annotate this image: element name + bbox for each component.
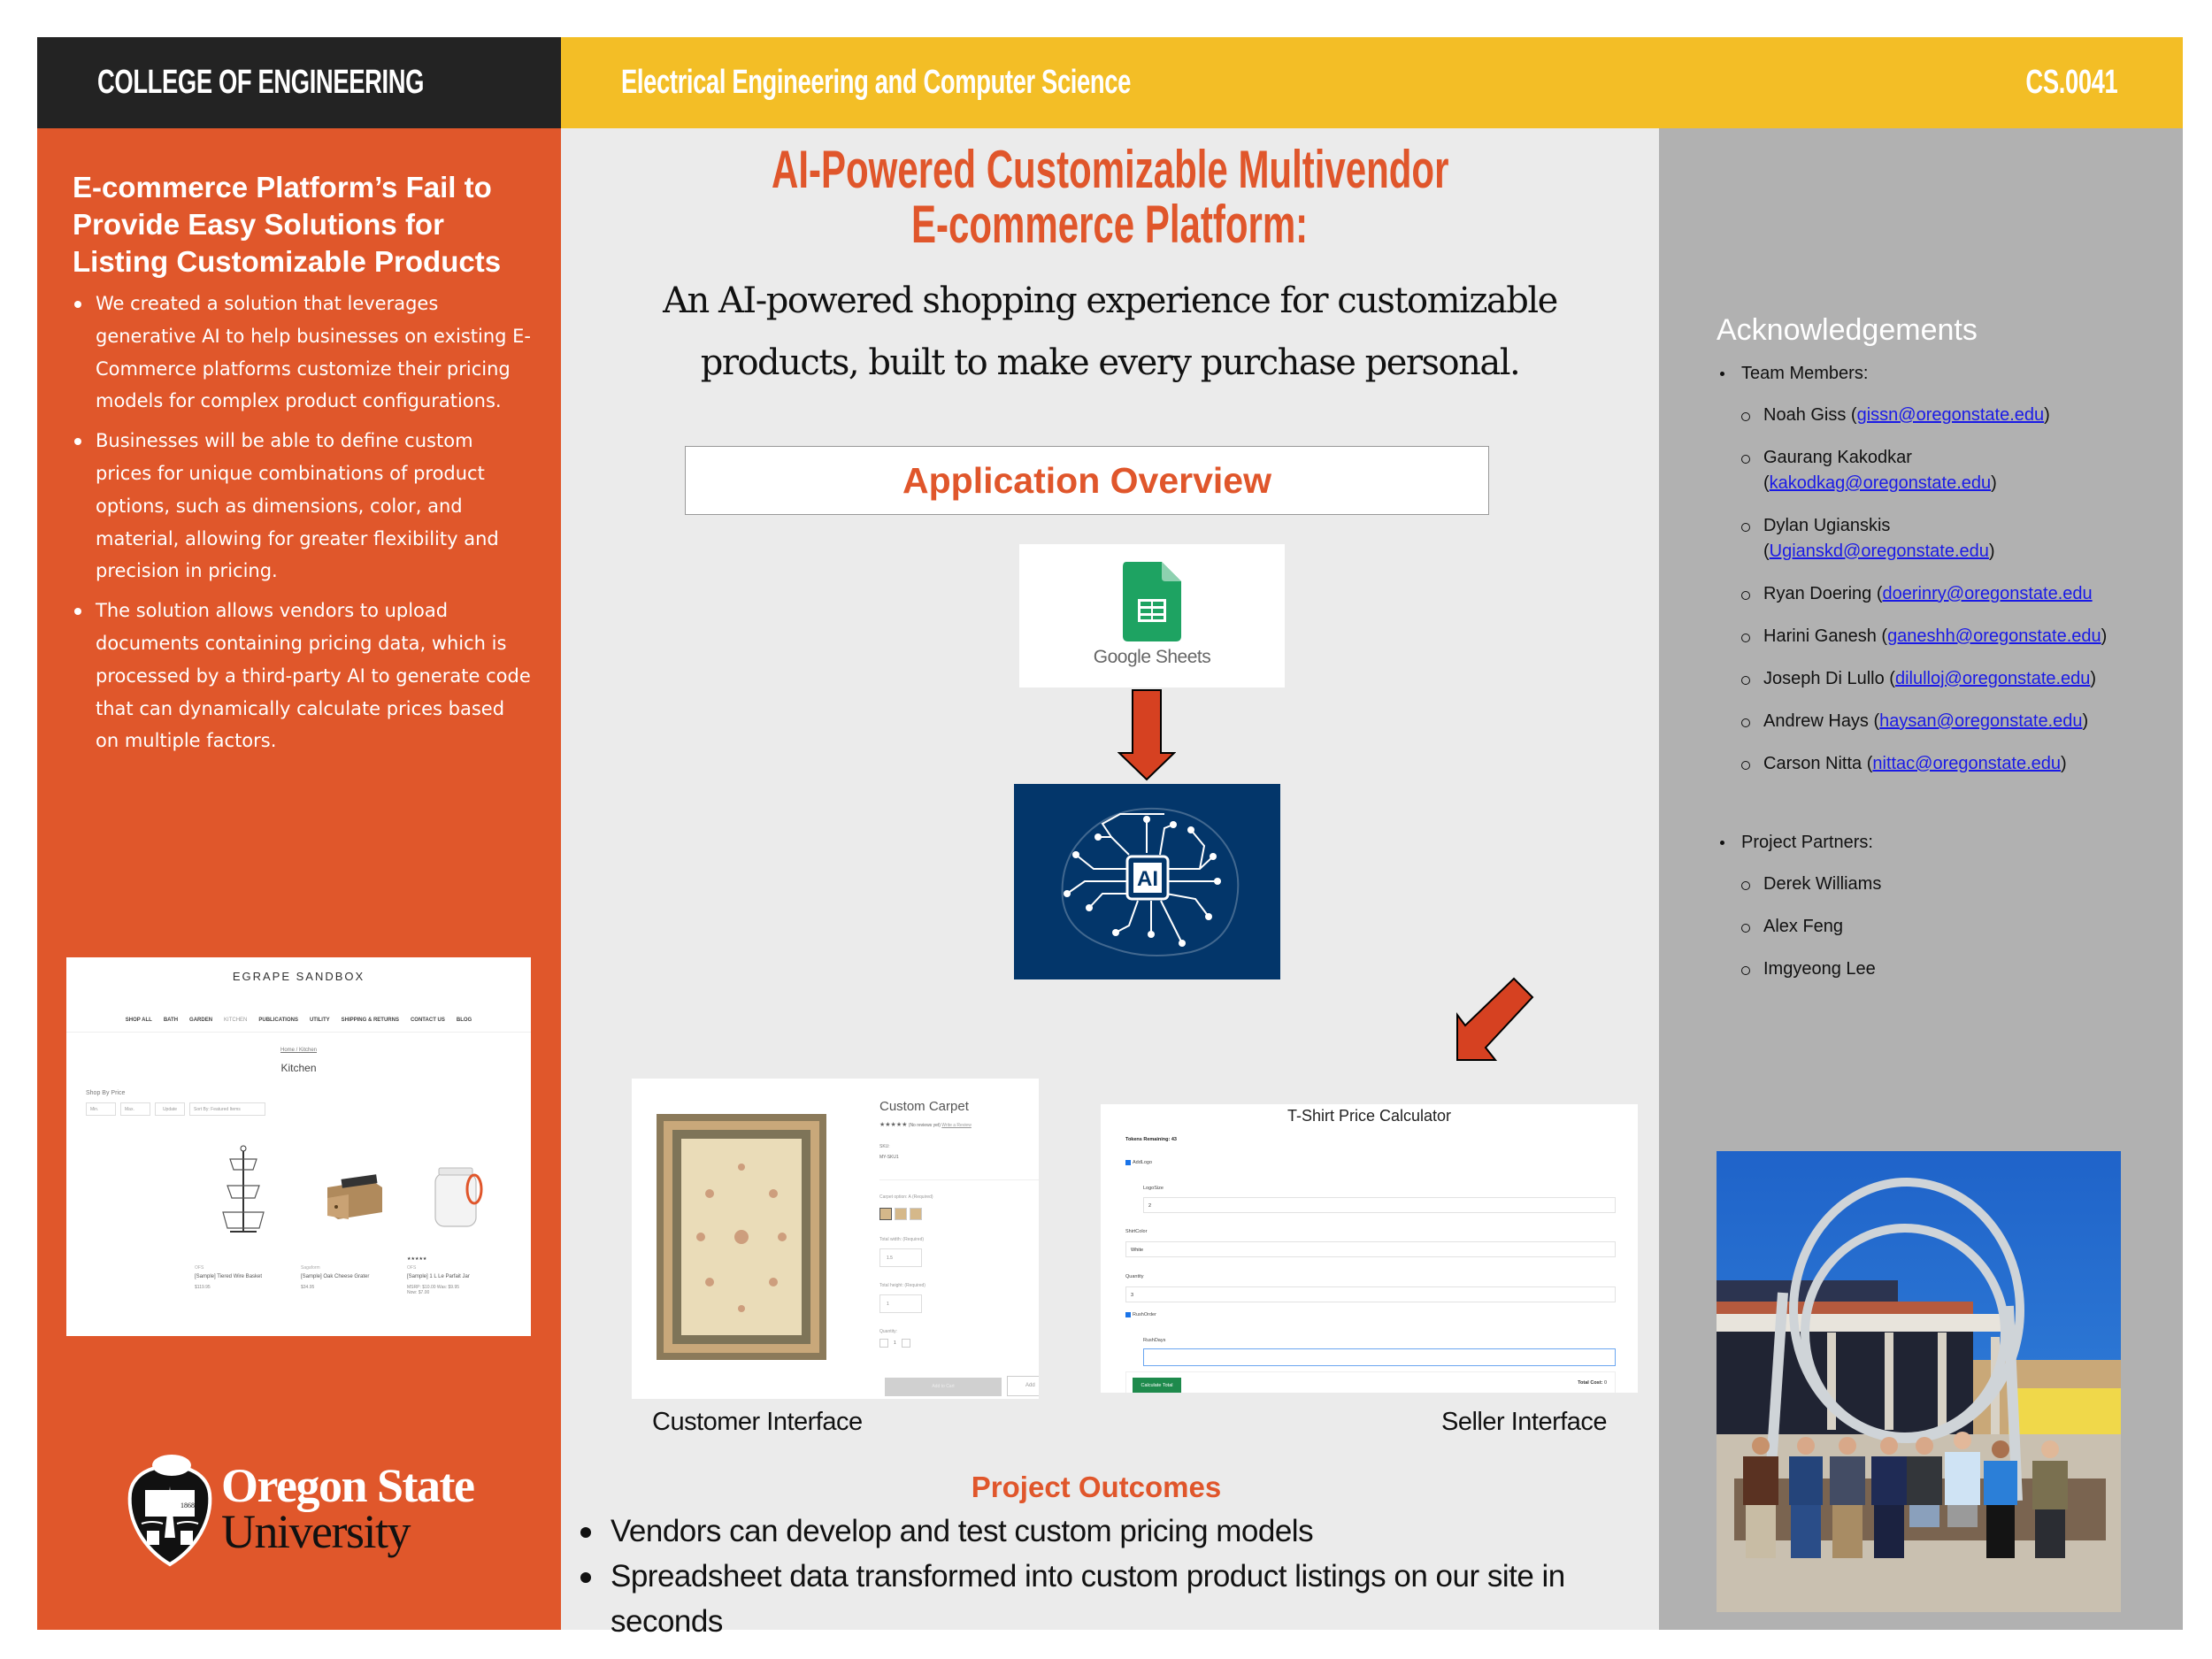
poster-title-line1: AI-Powered Customizable Multivendor [771,140,1449,199]
store-filters [86,1102,265,1116]
rush-order-checkbox: RushOrder [1125,1312,1156,1317]
acknowledgements-heading: Acknowledgements [1717,313,1978,347]
team-section [1717,360,2177,777]
partners-section [1717,829,2177,982]
sort-select: Sort By: Featured Items [189,1102,265,1116]
svg-text:1868: 1868 [180,1502,195,1509]
middle-column [561,128,1659,1639]
left-column [37,128,561,1630]
cheese-grater-icon [310,1143,389,1240]
store-page-heading: Kitchen [280,1062,317,1074]
team-heading: Team Members: [1717,360,2177,387]
team-photo [1717,1151,2121,1612]
calculate-total-button: Calculate Total [1133,1378,1181,1393]
customer-interface-caption: Customer Interface [652,1408,863,1436]
total-cost: Total Cost: 0 [1578,1380,1607,1386]
email-link[interactable]: dilulloj@oregonstate.edu [1894,669,2091,688]
store-product: ★★★★★ OFS [Sample] 1 L Le Parfait Jar MSRP: $10.00 Was: $9.95 Now: $7.00 [407,1143,504,1276]
partner: Derek Williams [1717,872,2177,897]
ai-brain-card [1014,784,1280,979]
right-column [1659,128,2183,1630]
logo-size-input: 2 [1143,1197,1616,1213]
email-link[interactable]: gissn@oregonstate.edu [1856,405,2045,425]
add-to-cart-button: Add to Cart [885,1378,1002,1396]
google-sheets-icon [1123,562,1181,641]
osu-logo [126,1449,497,1573]
store-name: EGRAPE SANDBOX [232,970,365,983]
email-link[interactable]: doerinry@oregonstate.edu [1882,584,2093,603]
product-reviews: ★★★★★ (No reviews yet) Write a Review [879,1122,972,1128]
arrow-down-left-icon [1454,975,1542,1074]
calculator-title: T-Shirt Price Calculator [1286,1107,1452,1125]
store-nav-item: UTILITY [309,1018,330,1023]
team-member: Carson Nitta (nittac@oregonstate.edu) [1717,751,2177,777]
poster-title-line2: E-commerce Platform: [911,195,1309,254]
wire-basket-icon [204,1143,283,1240]
email-link[interactable]: Ugianskd@oregonstate.edu [1769,541,1989,561]
store-nav-item: KITCHEN [224,1018,248,1023]
poster-header [37,37,2183,128]
shirt-color-select: White [1125,1241,1616,1257]
outcome-item: Spreadsheet data transformed into custom product listings on our site in seconds [580,1554,1633,1644]
store-product: Sagaform [Sample] Oak Cheese Grater $34.95 [301,1143,398,1276]
osu-name-line2: University [221,1505,410,1558]
google-sheets-card [1019,544,1285,687]
max-price-field: Max. [120,1102,150,1116]
problem-title: E-commerce Platform’s Fail to Provide Easy Solutions for Listing Customizable Products [73,171,502,278]
partners-list [1717,872,2177,982]
store-nav-item: CONTACT US [410,1018,445,1023]
ai-label: AI [1137,867,1158,891]
carpet-option-swatches [879,1208,922,1220]
quantity-input: 3 [1125,1286,1616,1302]
poster [37,37,2183,1639]
seller-interface-screenshot: T-Shirt Price Calculator Tokens Remaining: 43 AddLogo LogoSize 2 ShirtColor White Quantity 3 RushOrder RushDays Calculate Total Total Cost: 0 [1101,1104,1638,1393]
outcomes-list [580,1509,1633,1644]
seller-interface-caption: Seller Interface [1441,1408,1608,1436]
store-nav-item: GARDEN [189,1018,213,1023]
team-list [1717,403,2177,777]
store-nav-item: BLOG [456,1018,472,1023]
team-member: Joseph Di Lullo (dilulloj@oregonstate.edu) [1717,666,2177,692]
glass-jar-icon [416,1143,495,1240]
height-input: 1 [879,1294,922,1313]
email-link[interactable]: ganeshh@oregonstate.edu [1887,626,2101,646]
add-logo-checkbox: AddLogo [1125,1160,1152,1165]
store-filter-label: Shop By Price [86,1090,126,1096]
store-product: OFS [Sample] Tiered Wire Basket $119.95 [195,1143,292,1276]
width-input: 1.5 [879,1248,922,1267]
partners-heading: Project Partners: [1717,829,2177,856]
department-name: Electrical Engineering and Computer Science [621,64,1131,101]
store-screenshot [66,957,531,1336]
customer-interface-screenshot: Custom Carpet ★★★★★ (No reviews yet) Write a Review SKU: MY-SKU1 Carpet option: A (Required) Total width: (Required) 1.5 Total height: (Required) 1 Quantity: 1 Add to Cart Add [632,1079,1039,1399]
email-link[interactable]: haysan@oregonstate.edu [1879,711,2083,731]
partner: Alex Feng [1717,914,2177,940]
add-secondary-button: Add [1007,1376,1039,1396]
college-banner [37,37,561,128]
overview-heading: Application Overview [902,459,1271,501]
team-member: Noah Giss (gissn@oregonstate.edu) [1717,403,2177,428]
poster-title [561,142,1659,252]
team-member: Harini Ganesh (ganeshh@oregonstate.edu) [1717,624,2177,649]
problem-bullet: Businesses will be able to define custom prices for unique combinations of product options, such as dimensions, color, and material, allowing for greater flexibility and precision in pricing. [73,425,533,588]
poster-subtitle: An AI-powered shopping experience for customizable products, built to make every purchase personal. [663,280,1557,383]
osu-shield-icon [126,1449,214,1573]
rush-days-input [1143,1348,1616,1366]
college-name: COLLEGE OF ENGINEERING [97,64,425,101]
carpet-image [657,1114,826,1360]
project-code: CS.0041 [2025,64,2117,101]
overview-heading-box [685,446,1489,515]
update-button: Update [155,1102,185,1116]
store-nav-item: BATH [163,1018,179,1023]
team-member: Dylan Ugianskis (Ugianskd@oregonstate.edu) [1717,513,2177,565]
team-member: Andrew Hays (haysan@oregonstate.edu) [1717,709,2177,734]
team-member: Ryan Doering (doerinry@oregonstate.edu [1717,581,2177,607]
team-photo-image [1717,1151,2121,1612]
email-link[interactable]: kakodkag@oregonstate.edu [1769,473,1992,493]
google-sheets-label: Google Sheets [1093,647,1211,667]
department-banner [561,37,2183,128]
store-nav [66,1018,531,1023]
store-nav-item: SHIPPING & RETURNS [341,1018,399,1023]
problem-bullet: We created a solution that leverages generative AI to help businesses on existing E-Commerce platforms customize their pricing models for complex product configurations. [73,288,533,418]
outcomes-heading: Project Outcomes [971,1471,1222,1503]
min-price-field: Min. [86,1102,116,1116]
store-divider [66,1032,531,1033]
quantity-stepper: 1 [879,1339,910,1348]
store-nav-item: SHOP ALL [125,1018,152,1023]
problem-bullet: The solution allows vendors to upload documents containing pricing data, which is processed by a third-party AI to generate code that can dynamically calculate prices based on multiple factors. [73,595,533,757]
acknowledgements-list [1717,360,2177,999]
team-member: Gaurang Kakodkar (kakodkag@oregonstate.edu) [1717,445,2177,496]
arrow-down-icon [1118,689,1176,781]
partner: Imgyeong Lee [1717,956,2177,982]
store-nav-item: PUBLICATIONS [258,1018,298,1023]
problem-bullets [73,288,533,764]
email-link[interactable]: nittac@oregonstate.edu [1872,754,2062,773]
product-title: Custom Carpet [879,1099,969,1114]
outcome-item: Vendors can develop and test custom pricing models [580,1509,1633,1554]
ai-brain-icon [1014,784,1280,979]
osu-name-line1: Oregon State [221,1459,474,1512]
store-breadcrumb: Home / Kitchen [280,1048,318,1053]
